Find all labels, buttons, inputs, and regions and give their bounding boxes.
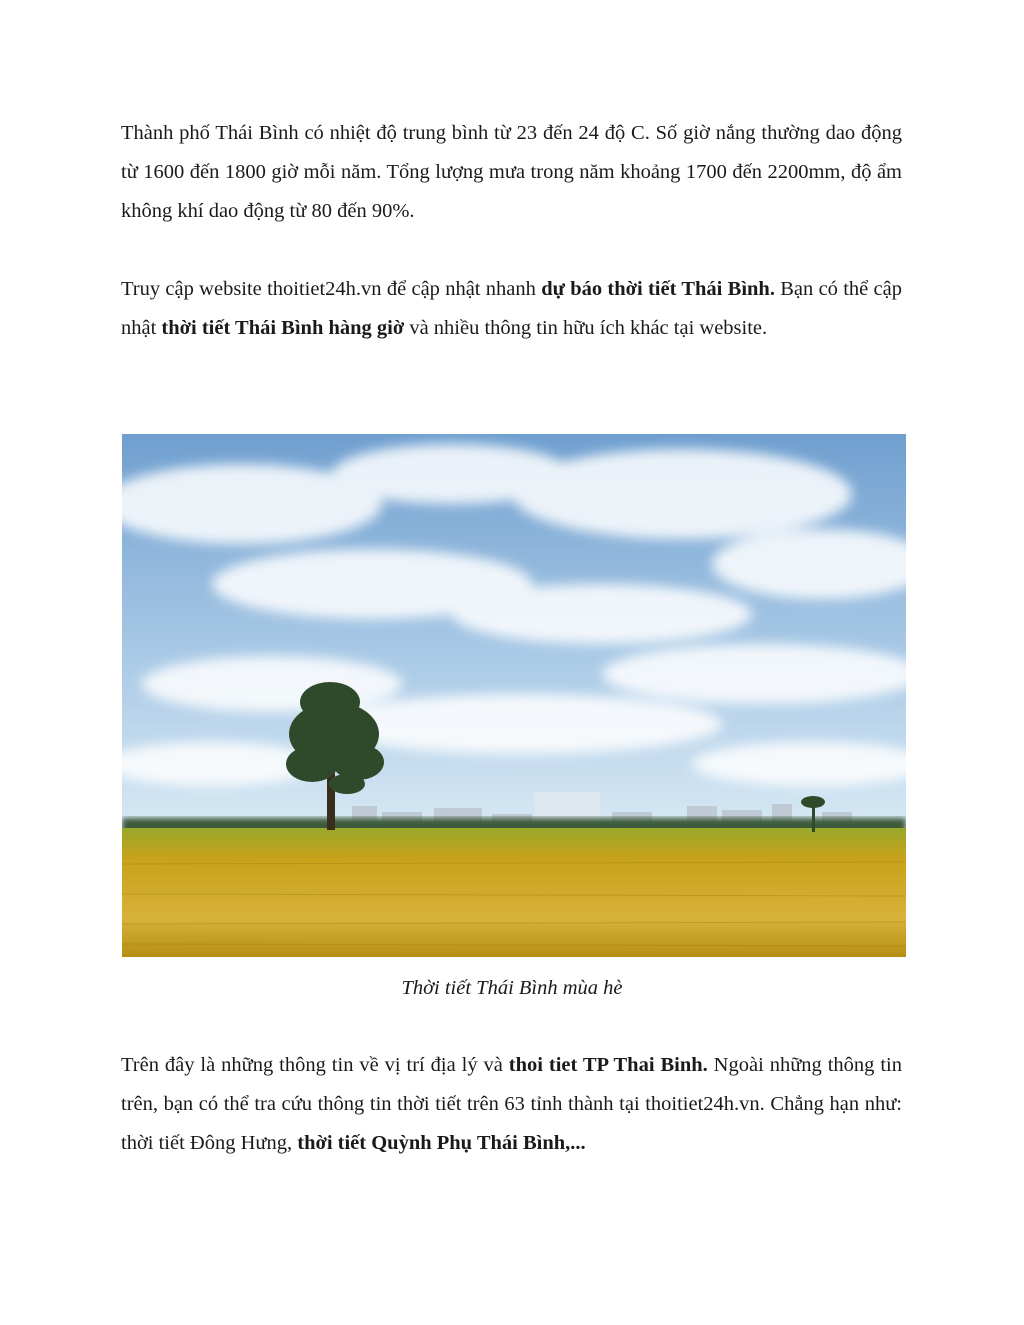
paragraph-summary: [121, 1046, 902, 1163]
bold-city-weather: thoi tiet TP Thai Binh.: [508, 1054, 708, 1076]
bold-quynh-phu-weather: thời tiết Quỳnh Phụ Thái Bình,...: [297, 1132, 586, 1154]
paragraph-text: và nhiều thông tin hữu ích khác tại website.: [404, 317, 768, 339]
bold-hourly-weather: thời tiết Thái Bình hàng giờ: [161, 317, 405, 339]
image-caption: Thời tiết Thái Bình mùa hè: [401, 977, 623, 999]
rice-field-photo: [122, 434, 906, 957]
bold-forecast-link: dự báo thời tiết Thái Bình.: [541, 278, 775, 300]
paragraph-text: Ngoài những thông tin trên, bạn có thể tra cứu thông tin thời tiết trên 63 tỉnh thành tại thoitiet24h.vn. Chẳng hạn như: thời tiết Đông Hưng,: [121, 1054, 902, 1154]
paragraph-website: [121, 270, 902, 348]
paragraph-text: Truy cập website thoitiet24h.vn để cập nhật nhanh: [121, 278, 542, 300]
paragraph-text: Trên đây là những thông tin về vị trí địa lý và: [121, 1054, 509, 1076]
paragraph-text: Bạn có thể cập nhật: [121, 278, 902, 339]
paragraph-climate: Thành phố Thái Bình có nhiệt độ trung bình từ 23 đến 24 độ C. Số giờ nắng thường dao động từ 1600 đến 1800 giờ mỗi năm. Tổng lượng mưa trong năm khoảng 1700 đến 2200mm, độ ẩm không khí dao động từ 80 đến 90%.: [121, 122, 902, 222]
rice-field: [122, 828, 906, 957]
